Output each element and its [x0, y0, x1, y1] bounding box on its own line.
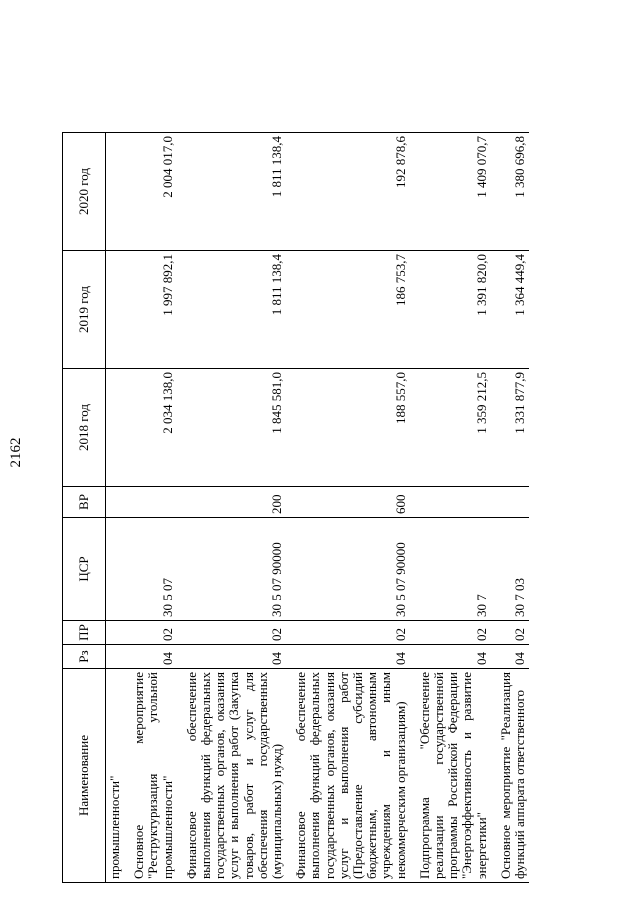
row-name: Основное мероприятие "Реализация функций аппарата ответственного	[497, 669, 529, 883]
row-name: Подпрограмма "Обеспечение реализации государственной программы Российской Федерации "Энергоэффективность и развитие энергетики"	[416, 669, 491, 883]
row-2018: 1 331 877,9	[497, 369, 529, 487]
row-vr: 600	[292, 487, 410, 518]
row-2018: 188 557,0	[292, 369, 410, 487]
row-2020: 2 004 017,0	[130, 133, 177, 251]
header-rz: Рз	[63, 645, 106, 669]
row-2018: 1 359 212,5	[416, 369, 491, 487]
row-2019: 1 391 820,0	[416, 251, 491, 369]
header-2019: 2019 год	[63, 251, 106, 369]
row-pr: 02	[416, 621, 491, 645]
row-csr: 30 7 03	[497, 518, 529, 621]
row-csr: 30 5 07 90000	[183, 518, 286, 621]
row-2018: 2 034 138,0	[130, 369, 177, 487]
table-row-continuation	[106, 133, 125, 883]
row-2020: 1 380 696,8	[497, 133, 529, 251]
header-pr: ПР	[63, 621, 106, 645]
budget-table	[62, 132, 529, 883]
page-number: 2162	[8, 437, 24, 468]
row-2019: 1 364 449,4	[497, 251, 529, 369]
row-2018: 1 845 581,0	[183, 369, 286, 487]
row-rz: 04	[130, 645, 177, 669]
header-2020: 2020 год	[63, 133, 106, 251]
row-csr: 30 7	[416, 518, 491, 621]
row-rz: 04	[497, 645, 529, 669]
row-rz: 04	[292, 645, 410, 669]
row-pr: 02	[497, 621, 529, 645]
row-pr: 02	[292, 621, 410, 645]
table-header-row	[63, 133, 106, 883]
table-row	[416, 133, 491, 883]
row-vr	[130, 487, 177, 518]
table-row	[292, 133, 410, 883]
row-vr	[497, 487, 529, 518]
row-pr: 02	[130, 621, 177, 645]
row-2020: 1 409 070,7	[416, 133, 491, 251]
row-csr: 30 5 07	[130, 518, 177, 621]
table-row	[497, 133, 529, 883]
row-2019: 1 811 138,4	[183, 251, 286, 369]
row-name: Финансовое обеспечение выполнения функций федеральных государственных органов, оказания услуг и выполнения работ (Закупка товаров, работ и услуг для обеспечения государственных (муниципальных) нужд)	[183, 669, 286, 883]
row-pr: 02	[183, 621, 286, 645]
row-name: Основное мероприятие "Реструктуризация угольной промышленности"	[130, 669, 177, 883]
header-name: Наименование	[63, 669, 106, 883]
header-vr: ВР	[63, 487, 106, 518]
row-2020: 1 811 138,4	[183, 133, 286, 251]
row-rz: 04	[416, 645, 491, 669]
row-name: промышленности"	[106, 669, 125, 883]
row-csr: 30 5 07 90000	[292, 518, 410, 621]
header-csr: ЦСР	[63, 518, 106, 621]
table-row	[183, 133, 286, 883]
row-2019: 186 753,7	[292, 251, 410, 369]
row-name: Финансовое обеспечение выполнения функций федеральных государственных органов, оказания услуг и выполнения работ (Предоставление субсидий бюджетным, автономным учреждениям и иным некоммерческим организациям)	[292, 669, 410, 883]
row-rz: 04	[183, 645, 286, 669]
row-2020: 192 878,6	[292, 133, 410, 251]
row-vr: 200	[183, 487, 286, 518]
row-vr	[416, 487, 491, 518]
table-row	[130, 133, 177, 883]
header-2018: 2018 год	[63, 369, 106, 487]
row-2019: 1 997 892,1	[130, 251, 177, 369]
